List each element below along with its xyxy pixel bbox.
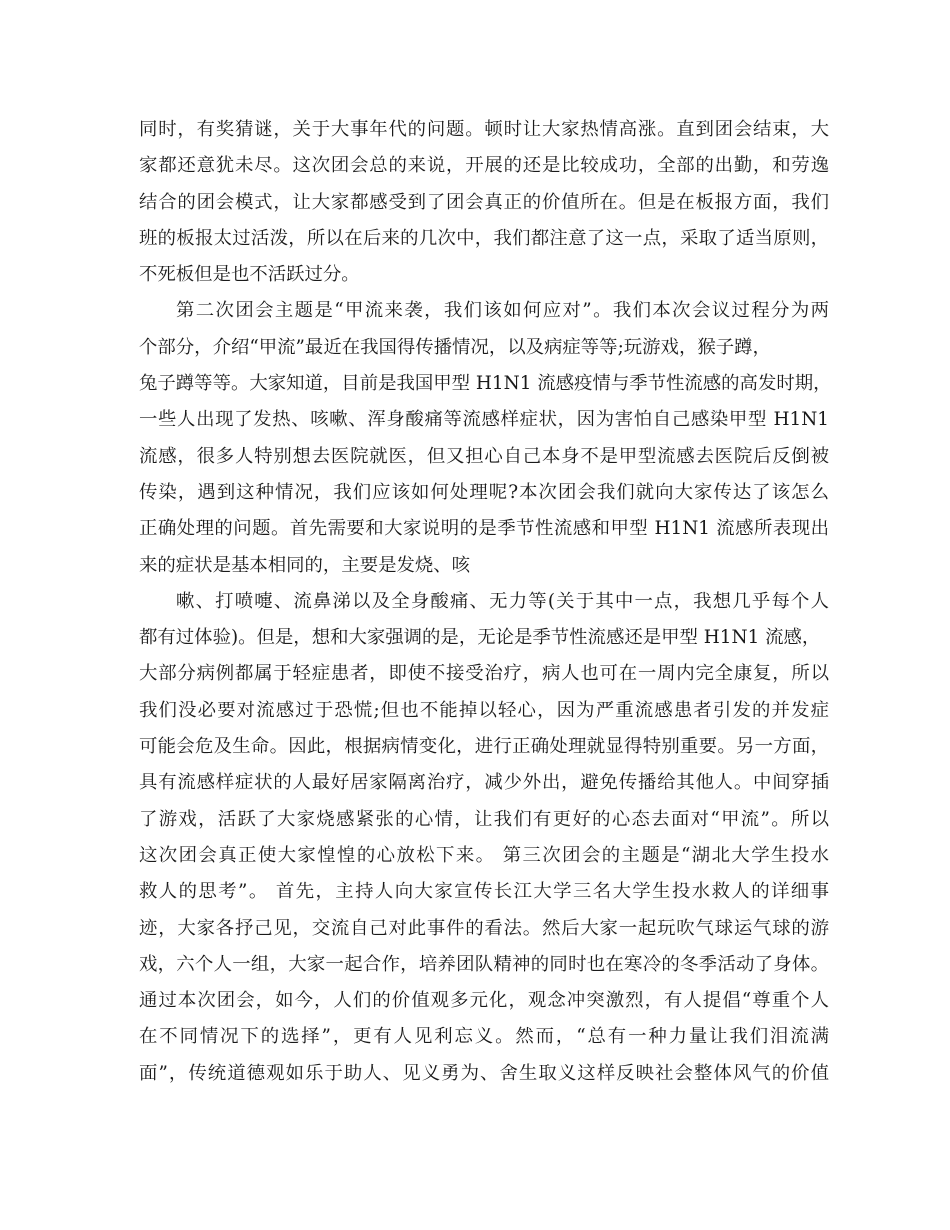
text-line: 同时，有奖猜谜，关于大事年代的问题。顿时让大家热情高涨。直到团会结束，大 xyxy=(139,119,829,140)
text-line: 来的症状是基本相同的，主要是发烧、咳 xyxy=(139,554,471,576)
text-line: 在不同情况下的选择”，更有人见利忘义。然而，“总有一种力量让我们泪流满 xyxy=(139,1026,829,1048)
text-line: 了游戏，活跃了大家烧感紧张的心情，让我们有更好的心态去面对“甲流”。所以 xyxy=(139,808,829,830)
text-line: 结合的团会模式，让大家都感受到了团会真正的价值所在。但是在板报方面，我们 xyxy=(139,191,829,213)
text-line: 流感，很多人特别想去医院就医，但又担心自己本身不是甲型流感去医院后反倒被 xyxy=(139,445,829,467)
text-line: 不死板但是也不活跃过分。 xyxy=(139,264,360,286)
document-body xyxy=(139,112,832,1092)
paragraph-first-line: 第二次团会主题是“甲流来袭，我们该如何应对”。我们本次会议过程分为两 xyxy=(176,300,829,322)
text-line: 救人的思考”。 首先，主持人向大家宣传长江大学三名大学生投水救人的详细事 xyxy=(139,881,829,903)
text-line: 迹，大家各抒己见，交流自己对此事件的看法。然后大家一起玩吹气球运气球的游 xyxy=(139,917,829,939)
text-line: 面”，传统道德观如乐于助人、见义勇为、舍生取义这样反映社会整体风气的价值 xyxy=(139,1062,829,1084)
text-line: 这次团会真正使大家惶惶的心放松下来。 第三次团会的主题是“湖北大学生投水 xyxy=(139,844,829,866)
paragraph-first-line: 嗽、打喷嚏、流鼻涕以及全身酸痛、无力等(关于其中一点，我想几乎每个人 xyxy=(176,590,829,612)
text-line: 可能会危及生命。因此，根据病情变化，进行正确处理就显得特别重要。另一方面， xyxy=(139,736,829,758)
text-line: 戏，六个人一组，大家一起合作，培养团队精神的同时也在寒冷的冬季活动了身体。 xyxy=(139,953,829,975)
text-line: 我们没必要对流感过于恐慌;但也不能掉以轻心，因为严重流感患者引发的并发症 xyxy=(139,699,829,721)
text-line: 家都还意犹未尽。这次团会总的来说，开展的还是比较成功，全部的出勤，和劳逸 xyxy=(139,155,829,177)
text-line: 通过本次团会，如今，人们的价值观多元化，观念冲突激烈，有人提倡“尊重个人 xyxy=(139,990,829,1012)
text-line: 一些人出现了发热、咳嗽、浑身酸痛等流感样症状，因为害怕自己感染甲型 H1N1 xyxy=(139,409,829,431)
text-line: 大部分病例都属于轻症患者，即使不接受治疗，病人也可在一周内完全康复，所以 xyxy=(139,663,829,685)
text-line: 兔子蹲等等。大家知道，目前是我国甲型 H1N1 流感疫情与季节性流感的高发时期， xyxy=(139,373,832,395)
text-line: 班的板报太过活泼，所以在后来的几次中，我们都注意了这一点，采取了适当原则， xyxy=(139,227,829,249)
text-line: 传染，遇到这种情况，我们应该如何处理呢?本次团会我们就向大家传达了该怎么 xyxy=(139,481,829,503)
text-line: 个部分，介绍“甲流”最近在我国得传播情况，以及病症等等;玩游戏，猴子蹲， xyxy=(139,336,771,358)
text-line: 正确处理的问题。首先需要和大家说明的是季节性流感和甲型 H1N1 流感所表现出 xyxy=(139,518,829,540)
text-line: 都有过体验)。但是，想和大家强调的是，无论是季节性流感还是甲型 H1N1 流感， xyxy=(139,627,821,649)
text-line: 具有流感样症状的人最好居家隔离治疗，减少外出，避免传播给其他人。中间穿插 xyxy=(139,772,829,794)
